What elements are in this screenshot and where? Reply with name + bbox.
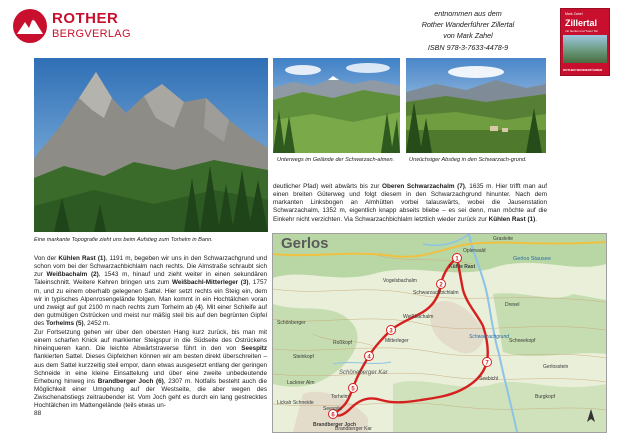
- map-label: Steinkopf: [293, 354, 314, 360]
- text-run: , 1757 m, und zu einem oberhalb gelegenen Sattel. Hier setzt rechts ein Steig ein, dem wir in typisches Alpenrosengelände folgen. Man kommt in ein Hochtälchen voran und zweigt auf gut 2100 m nach rechts zum Torhelm ab (: [34, 279, 267, 311]
- highlighted-waypoint: Kühlen Rast (1): [488, 215, 536, 223]
- route-description-part2: [34, 329, 267, 411]
- map-label: Seespitz: [323, 406, 343, 412]
- alpine-meadow-photo: [273, 58, 400, 153]
- stage-marker: [387, 326, 396, 335]
- stage-number: 7: [485, 360, 489, 367]
- map-label: Brandberger Joch: [313, 422, 357, 428]
- brand-subtitle: BERGVERLAG: [52, 28, 131, 40]
- stage-number: 6: [331, 412, 335, 419]
- text-run: ). Mit einer Schleife auf den gutmütigen Ostrücken und meist nur mäßig steil bis auf den begrünten Gipfel des: [34, 303, 267, 328]
- rother-logo-icon: [12, 8, 48, 44]
- map-label: Vogelsbachalm: [383, 278, 417, 284]
- cover-title: Zillertal: [565, 18, 598, 28]
- book-cover: [560, 8, 610, 76]
- source-line: ISBN 978-3-7633-4478-9: [427, 42, 509, 52]
- highlighted-waypoint: 4: [197, 303, 201, 311]
- text-run: Zur Fortsetzung gehen wir über den obersten Hang kurz zurück, bis man mit einem scharfen Knick auf markierter Steigspur in die Südseite des Ostrückens hineinqueren kann. Die leichte Abwärtstraverse führt in den von: [34, 329, 267, 353]
- map-label: Grasleite: [493, 236, 514, 242]
- route-map: [272, 233, 607, 433]
- highlighted-waypoint: Oberen Schwarzachalm (7): [382, 183, 465, 190]
- brand-name: ROTHER: [52, 10, 119, 27]
- map-label: Gerlosstein: [543, 364, 569, 370]
- text-run: Von der: [34, 255, 59, 262]
- photo-caption-main: Eine markante Topografie zieht uns beim Aufstieg zum Torhelm in Bann.: [34, 237, 213, 243]
- map-label: Gerlos: [281, 235, 329, 252]
- highlighted-waypoint: Weißbachalm (2): [46, 271, 99, 279]
- valley-descent-photo: [406, 58, 546, 153]
- stage-marker: [483, 358, 492, 367]
- map-label: Lackner Alm: [287, 380, 315, 386]
- stage-number: 4: [367, 354, 371, 361]
- stage-number: 1: [455, 256, 459, 263]
- text-run: deutlicher Pfad) weit abwärts bis zur: [273, 183, 383, 190]
- highlighted-waypoint: Seespitz: [241, 345, 267, 353]
- map-label: Lickalr Schneide: [277, 400, 314, 406]
- map-label: Seebichl: [479, 376, 499, 382]
- map-label: Drexel: [505, 302, 520, 308]
- highlighted-waypoint: Weißbachl-Mitterleger (3): [171, 279, 249, 287]
- map-label: Kühle Rast: [449, 264, 476, 270]
- map-label: Oplerwald: [463, 248, 486, 254]
- highlighted-waypoint: Torhelms (5): [46, 320, 84, 328]
- map-label: Weißbachalm: [403, 314, 434, 320]
- stage-marker: [365, 352, 374, 361]
- route-description-part1: [34, 255, 267, 328]
- stage-marker: [437, 280, 446, 289]
- text-run: , 1635 m. Hier trifft man auf einen breiten Güterweg und folgt diesem in den Schwarzachgrund hinunter. Nach dem markanten Linksbogen an Almhütten vorbei talauswärts, wobei die Jausenstation Schwarzachalm, 1352 m, eigentlich knapp abseits bliebe – es sei denn, man möchte auf die Einkehr nicht verzichten. Via Schwarzachbichlalm letztlich wieder zurück zur: [273, 183, 547, 223]
- stage-number: 5: [351, 386, 355, 393]
- cover-author: Mark Zahel: [565, 12, 583, 16]
- text-run: , 1191 m, begeben wir uns in den Schwarzachgrund und schon vorn bei der Schwarzachbichlalm nach rechts. Die Almstraße schraubt sich zur: [34, 255, 267, 279]
- stage-marker: [349, 384, 358, 393]
- source-note: [388, 8, 548, 53]
- stage-number: 3: [389, 328, 393, 335]
- map-label: Torhelm: [331, 394, 349, 400]
- text-run: , 2452 m.: [83, 320, 111, 328]
- cover-footer: ROTHER WANDERFÜHRER: [563, 68, 603, 72]
- text-run: flankierten Sattel. Dieses Gipfelchen können wir am besten direkt überschreiten – aus dem Sattel kurzzeitig steil empor, dann etwas ausgesetzt entlang der geringen Schneide in eine kleine Einsattelung und über eine zweite unbedeutende Erhebung hinweg ins: [34, 353, 267, 385]
- route-description-continued: [273, 183, 547, 224]
- stage-number: 2: [439, 282, 443, 289]
- highlighted-waypoint: Brandberger Joch (6): [97, 377, 164, 385]
- text-run: , 1543 m, hinauf und zieht weiter in einen sekundären Taleinschnitt. Weitere Kehren bringen uns zum: [34, 271, 267, 287]
- photo-caption-right: Urwüchsiger Abstieg in den Schwarzach-grund.: [409, 157, 527, 163]
- source-line: Rother Wanderführer Zillertal: [421, 20, 515, 30]
- map-label: Schwarzachgrund: [469, 334, 510, 340]
- stage-marker: [453, 254, 462, 263]
- map-label: Schwarzachbichlalm: [413, 290, 459, 296]
- map-label: Brandberger Kar: [335, 426, 372, 432]
- photo-caption-middle: Unterwegs im Gelände der Schwarzach-almen.: [277, 157, 395, 163]
- cover-subtitle: mit Gerlos und Tuxer Tal: [565, 29, 598, 33]
- page-number: 88: [34, 410, 42, 417]
- highlighted-waypoint: Kühlen Rast (1): [58, 255, 106, 262]
- map-label: Schneekopf: [509, 338, 536, 344]
- mountain-photo-torhelm: [34, 58, 268, 232]
- map-label: Gerlos Stausee: [513, 256, 551, 262]
- text-run: .: [535, 215, 537, 223]
- map-label: Schöneberger Kar: [339, 370, 388, 376]
- text-run: , 2307 m. Notfalls besteht auch die Möglichkeit einer Umgehung auf der Westseite, die aber wegen des Zwischenabstiegs zeitraubender ist. Vom Joch geht es durch ein lang gestrecktes Hochtälchen im Mattengelände (teils etwas un-: [34, 377, 267, 410]
- map-label: Roßkopf: [333, 340, 352, 346]
- map-label: Mitterleger: [385, 338, 409, 344]
- source-line: entnommen aus dem: [434, 9, 502, 18]
- cover-image: [563, 35, 607, 63]
- map-label: Schönberger: [277, 320, 306, 326]
- source-line: von Mark Zahel: [443, 31, 493, 41]
- map-label: Burgkopf: [535, 394, 556, 400]
